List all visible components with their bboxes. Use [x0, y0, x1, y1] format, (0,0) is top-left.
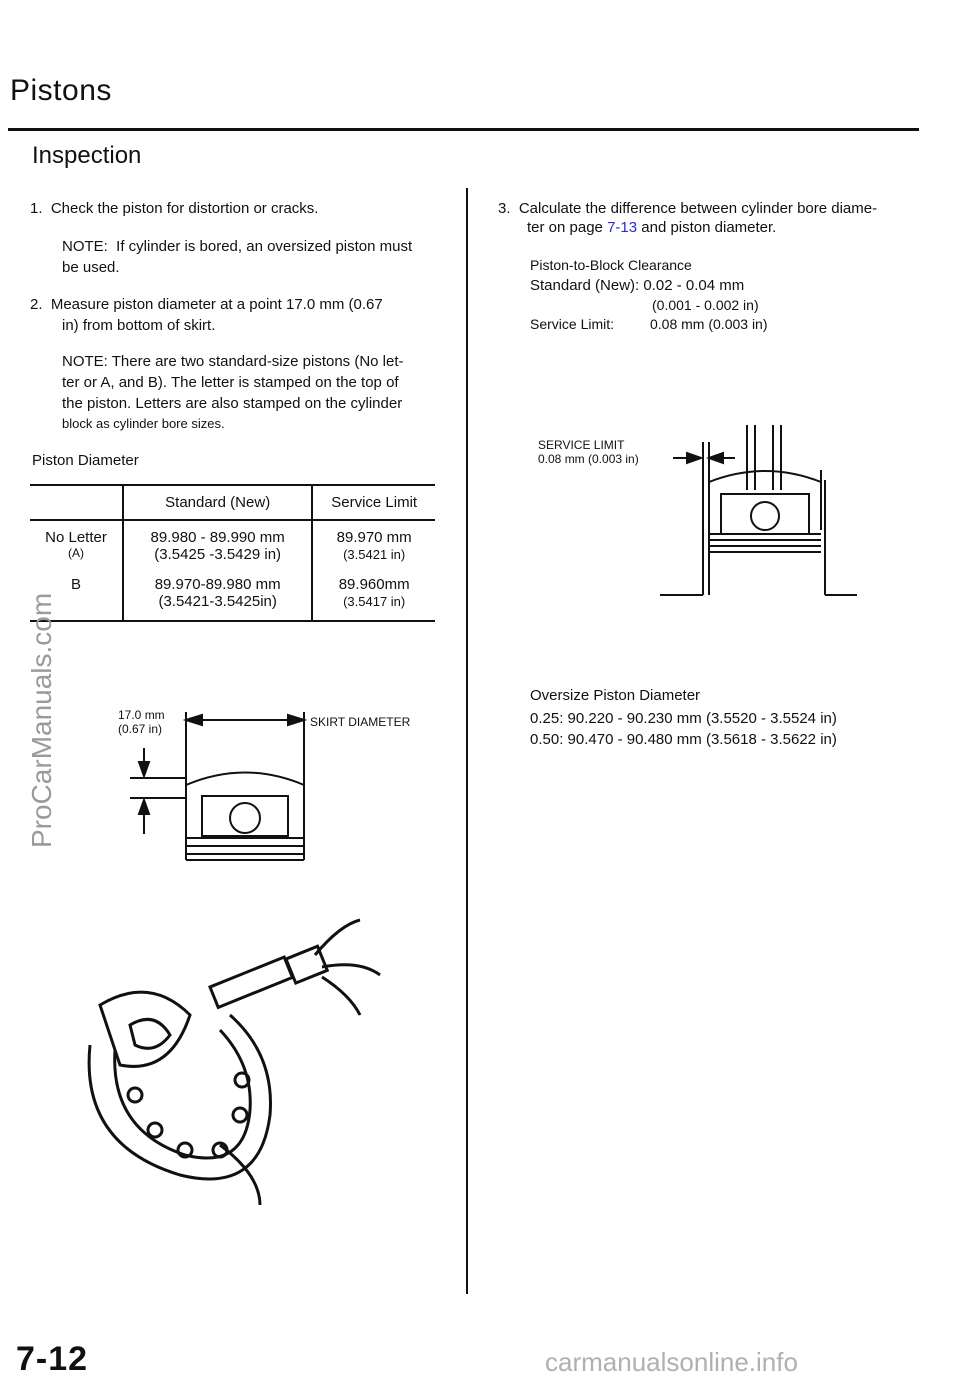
page-number: 7-12 [16, 1340, 89, 1378]
table-cell [123, 520, 312, 566]
row2-label: B [30, 566, 123, 621]
row1-label-sub: (A) [68, 546, 84, 560]
oversize-025: 0.25: 90.220 - 90.230 mm (3.5520 - 3.5524 in) [530, 710, 837, 727]
oversize-050: 0.50: 90.470 - 90.480 mm (3.5618 - 3.5622 in) [530, 731, 837, 748]
micrometer-measurement-illustration [60, 915, 400, 1215]
table-header-standard: Standard (New) [123, 485, 312, 520]
table-cell [123, 566, 312, 621]
row1-limit: 89.970 mm [336, 529, 412, 546]
clearance-limit: 0.08 mm (0.003 in) [650, 316, 768, 332]
note-2-line1: NOTE: There are two standard-size pistons (No let- [62, 353, 404, 370]
piston-clearance-figure [655, 420, 865, 600]
service-limit-label: SERVICE LIMIT [538, 438, 625, 452]
piston-diameter-table [30, 484, 435, 622]
step-2-line1: 2. Measure piston diameter at a point 17.0 mm (0.67 [30, 296, 383, 313]
step-3-text-pre: ter on page [527, 219, 608, 236]
row2-standard: 89.970-89.980 mm [154, 576, 281, 593]
row1-standard-in: (3.5425 -3.5429 in) [154, 546, 282, 563]
step-3-line2 [527, 217, 776, 238]
site-footer: carmanualsonline.info [545, 1347, 798, 1377]
note-1-line2: be used. [62, 259, 120, 276]
table-header-blank [30, 485, 123, 520]
figure-dimension-mm: 17.0 mm [118, 708, 165, 722]
page-title: Pistons [10, 74, 112, 107]
row2-limit: 89.960mm [338, 576, 410, 593]
step-1: 1. Check the piston for distortion or cracks. [30, 200, 319, 217]
title-rule [8, 128, 919, 131]
step-3-text-post: and piston diameter. [637, 219, 777, 236]
row2-standard-in: (3.5421-3.5425in) [158, 593, 277, 610]
oversize-title: Oversize Piston Diameter [530, 687, 701, 704]
column-divider [466, 188, 468, 1294]
table-header-limit: Service Limit [312, 485, 435, 520]
skirt-diameter-label: SKIRT DIAMETER [310, 715, 411, 729]
clearance-limit-label: Service Limit: [530, 316, 615, 332]
row2-limit-in: (3.5417 in) [343, 594, 406, 609]
clearance-standard: Standard (New): 0.02 - 0.04 mm [530, 277, 745, 294]
table-caption: Piston Diameter [32, 452, 139, 469]
note-2-line3: the piston. Letters are also stamped on the cylinder [62, 395, 403, 412]
step-2-line2: in) from bottom of skirt. [62, 317, 216, 334]
step-3-line1: 3. Calculate the difference between cylinder bore diame- [498, 200, 878, 217]
figure-dimension-in: (0.67 in) [118, 722, 163, 736]
row1-label: No Letter [45, 529, 107, 546]
note-2-line4: block as cylinder bore sizes. [62, 416, 225, 431]
service-limit-value: 0.08 mm (0.003 in) [538, 452, 639, 466]
row1-standard: 89.980 - 89.990 mm [150, 529, 285, 546]
note-1-line1: NOTE: If cylinder is bored, an oversized piston must [62, 238, 413, 255]
piston-skirt-figure [120, 700, 320, 870]
table-row-label [30, 520, 123, 566]
clearance-standard-in: (0.001 - 0.002 in) [652, 297, 759, 313]
table-cell [312, 566, 435, 621]
page-7-13-link[interactable]: 7-13 [607, 219, 638, 236]
clearance-title: Piston-to-Block Clearance [530, 257, 692, 273]
service-limit-figure-label [538, 438, 639, 466]
note-2-line2: ter or A, and B). The letter is stamped on the top of [62, 374, 399, 391]
section-title: Inspection [32, 142, 142, 169]
row1-limit-in: (3.5421 in) [343, 547, 406, 562]
watermark: ProCarManuals.com [26, 592, 57, 848]
table-cell [312, 520, 435, 566]
